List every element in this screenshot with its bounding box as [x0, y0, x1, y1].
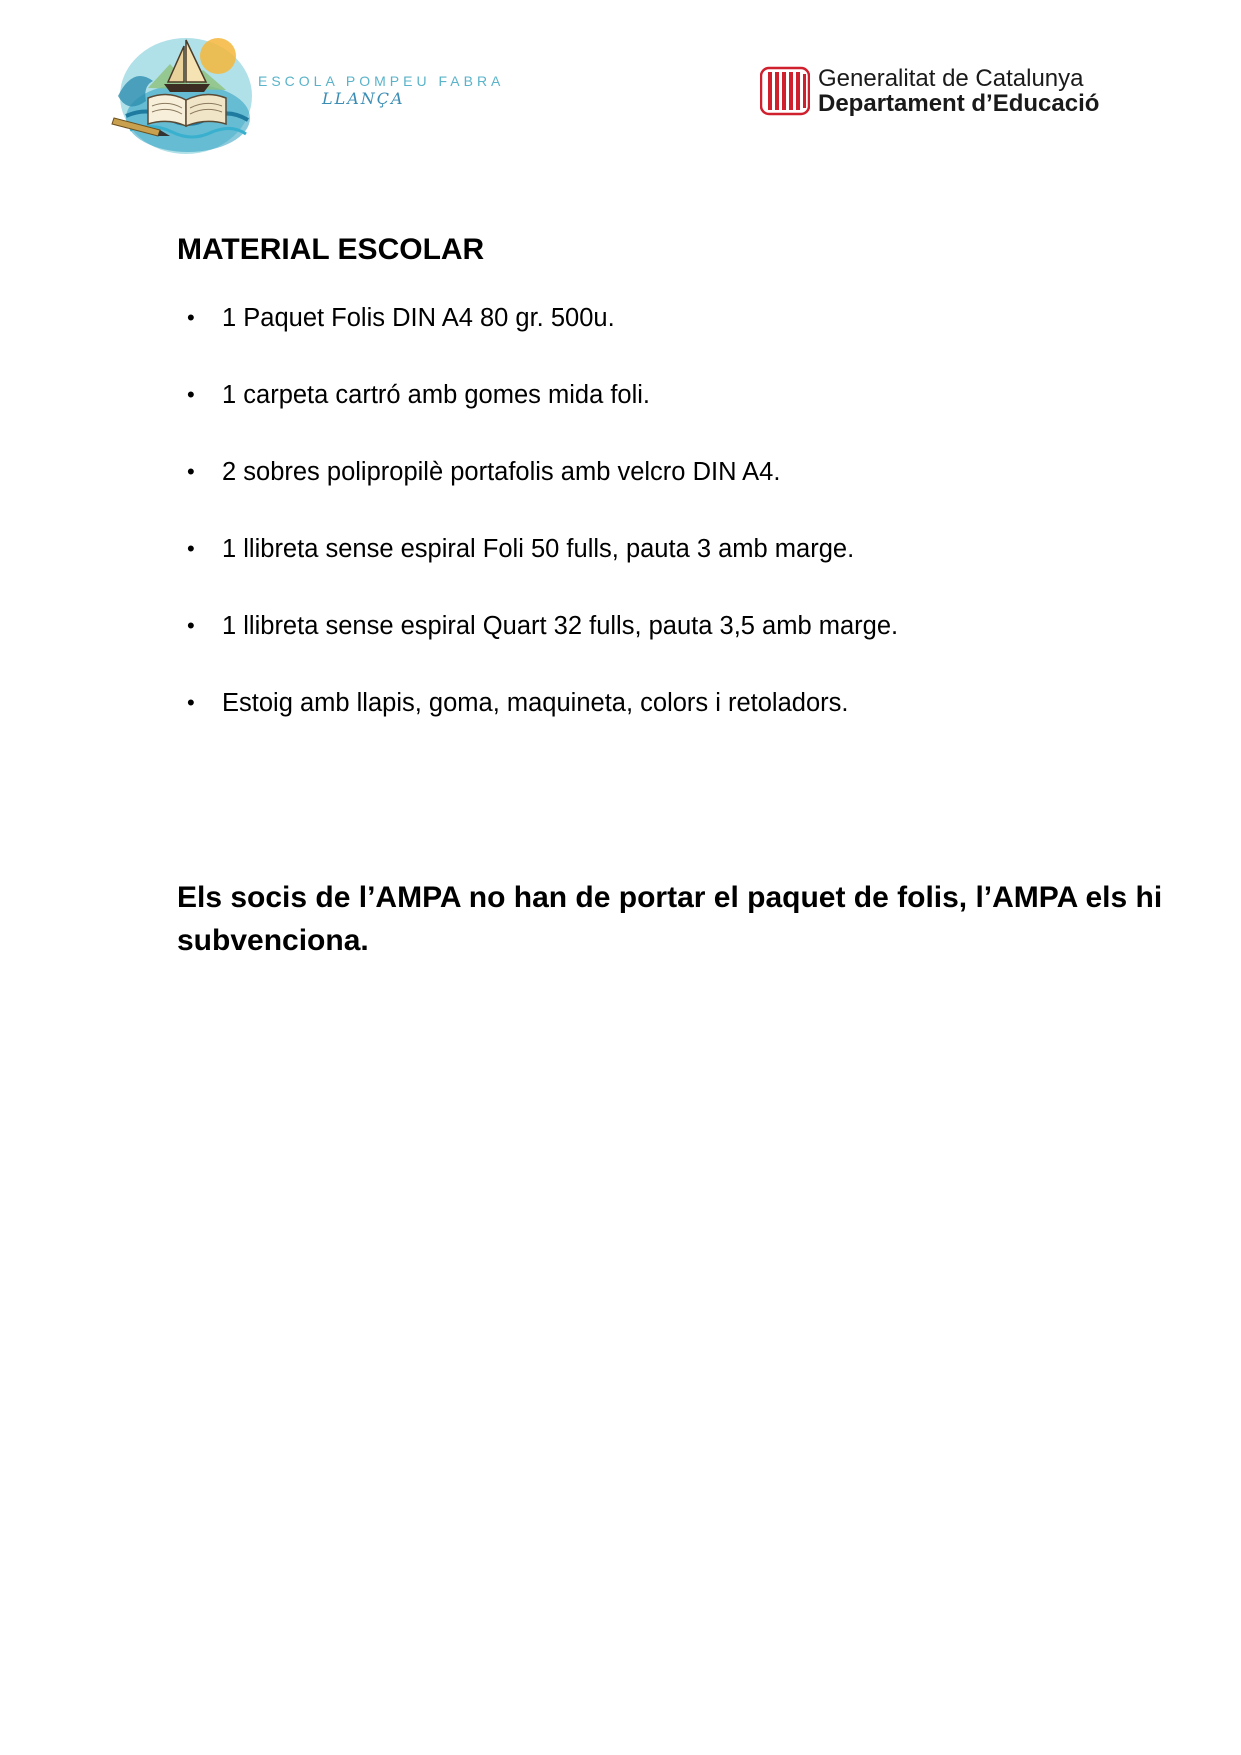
- school-logo: [108, 26, 505, 156]
- department-logo: [760, 66, 1160, 124]
- list-item-text: 2 sobres polipropilè portafolis amb velcro DIN A4.: [222, 458, 781, 486]
- list-item-text: 1 Paquet Folis DIN A4 80 gr. 500u.: [222, 304, 615, 332]
- ampa-note: Els socis de l’AMPA no han de portar el paquet de folis, l’AMPA els hi subvenciona.: [177, 881, 1163, 957]
- bullet: •: [187, 536, 195, 561]
- list-item-text: Estoig amb llapis, goma, maquineta, colors i retoladors.: [222, 689, 849, 717]
- bullet: •: [187, 613, 195, 638]
- school-emblem-illustration: [108, 26, 258, 156]
- page-title: MATERIAL ESCOLAR: [177, 233, 485, 266]
- bullet: •: [187, 690, 195, 715]
- list-item-text: 1 carpeta cartró amb gomes mida foli.: [222, 381, 651, 409]
- school-name: ESCOLA POMPEU FABRA: [258, 73, 505, 89]
- list-item-text: 1 llibreta sense espiral Foli 50 fulls, pauta 3 amb marge.: [222, 535, 855, 563]
- school-town: LLANÇA: [322, 89, 405, 108]
- department-logo-line1: Generalitat de Catalunya: [818, 65, 1084, 92]
- list-item-text: 1 llibreta sense espiral Quart 32 fulls, pauta 3,5 amb marge.: [222, 612, 899, 640]
- generalitat-emblem-icon: [760, 66, 810, 116]
- bullet: •: [187, 305, 195, 330]
- bullet: •: [187, 459, 195, 484]
- department-logo-line2: Departament d’Educació: [818, 90, 1100, 117]
- bullet: •: [187, 382, 195, 407]
